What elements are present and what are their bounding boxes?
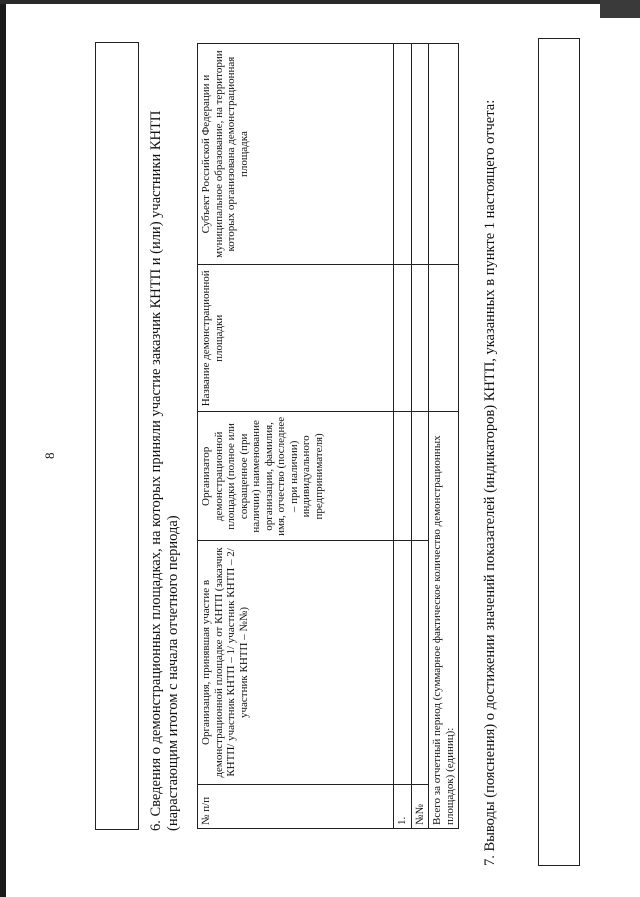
total-label: Всего за отчетный период (суммарное фактическое количество демонстрационных площадок) (единиц): [429, 412, 459, 829]
table-cell [411, 265, 429, 412]
section-6-heading [148, 41, 182, 831]
demo-sites-table [197, 43, 459, 829]
header-cell-organizer: Организатор демонстрационной площадки (полное или сокращенное (при наличии) наименование организации, фамилия, имя, отчество (последнее – при наличии) индивидуального предпринимателя) [198, 412, 394, 541]
total-cell [429, 44, 459, 265]
conclusions-textbox [538, 38, 580, 866]
header-cell-site-name: Название демонстрационной площадки [198, 265, 394, 412]
table-cell [394, 412, 412, 541]
previous-section-textbox [95, 42, 139, 830]
section-7-heading: 7. Выводы (пояснения) о достижении значений показателей (индикаторов) КНТП, указанных в пункте 1 настоящего отчета: [482, 99, 498, 866]
table-total-row [429, 44, 459, 829]
header-cell-number: № п/п [198, 784, 394, 828]
table-cell [411, 541, 429, 784]
section-6-heading-sub: (нарастающим итогом с начала отчетного периода) [165, 515, 181, 831]
section-6-heading-main: 6. Сведения о демонстрационных площадках, на которых приняли участие заказчик КНТП и (или) участники КНТП [148, 110, 164, 831]
table-cell [394, 541, 412, 784]
page-number: 8 [42, 452, 57, 459]
table-header-row [198, 44, 394, 829]
total-cell [429, 265, 459, 412]
row-number: 1. [394, 784, 412, 828]
table-cell [394, 265, 412, 412]
table-row [411, 44, 429, 829]
row-number: №№ [411, 784, 429, 828]
table-cell [411, 44, 429, 265]
table-row [394, 44, 412, 829]
header-cell-participant-org: Организация, принявшая участие в демонстрационной площадке от КНТП (заказчик КНТП/ участник КНТП – 1/ участник КНТП – 2/ участник КНТП – №№) [198, 541, 394, 784]
table-cell [411, 412, 429, 541]
header-cell-region: Субъект Российской Федерации и муниципальное образование, на территории которых организована демонстрационная площадка [198, 44, 394, 265]
table-cell [394, 44, 412, 265]
